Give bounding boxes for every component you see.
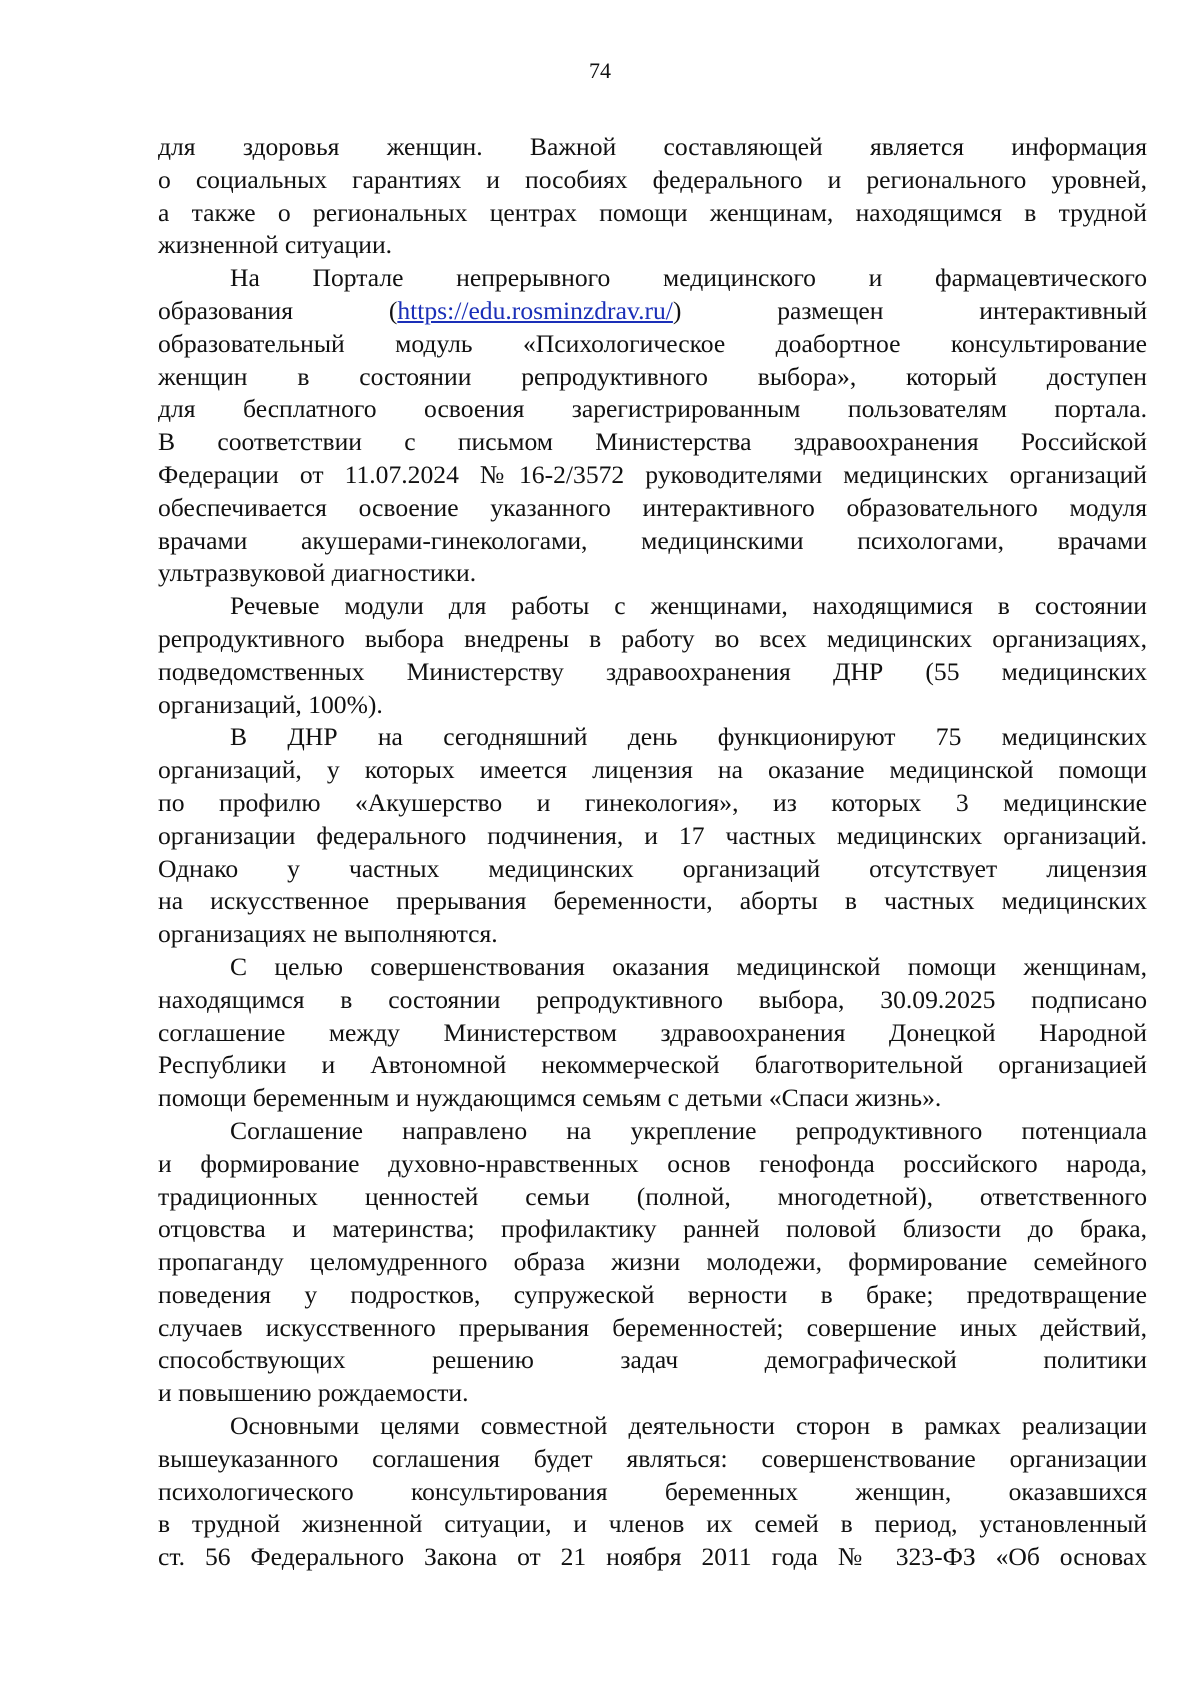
paragraph-agreement-aims bbox=[158, 1115, 1147, 1410]
text-line: На Портале непрерывного медицинского и фармацевтического bbox=[230, 263, 1147, 293]
text-line: врачами акушерами-гинекологами, медицинскими психологами, врачами bbox=[158, 525, 1147, 555]
text-line: способствующих решению задач демографической политики bbox=[158, 1345, 1147, 1375]
text-line: поведения у подростков, супружеской верности в браке; предотвращение bbox=[158, 1279, 1147, 1309]
text-line: обеспечивается освоение указанного интерактивного образовательного модуля bbox=[158, 492, 1147, 522]
text-line: репродуктивного выбора внедрены в работу во всех медицинских организациях, bbox=[158, 623, 1147, 653]
text-line: Речевые модули для работы с женщинами, находящимися в состоянии bbox=[230, 591, 1147, 621]
text-line: для здоровья женщин. Важной составляющей является информация bbox=[158, 132, 1147, 161]
text-line: и формирование духовно-нравственных основ генофонда российского народа, bbox=[158, 1148, 1147, 1178]
text-line: и повышению рождаемости. bbox=[158, 1378, 469, 1408]
text-line: Республики и Автономной некоммерческой благотворительной организацией bbox=[158, 1050, 1147, 1080]
text-line: на искусственное прерывания беременности, аборты в частных медицинских bbox=[158, 886, 1147, 916]
text-line: жизненной ситуации. bbox=[158, 230, 393, 260]
text-line: организаций, у которых имеется лицензия на оказание медицинской помощи bbox=[158, 755, 1147, 785]
text-line: традиционных ценностей семьи (полной, многодетной), ответственного bbox=[158, 1181, 1147, 1211]
text-line: С целью совершенствования оказания медицинской помощи женщинам, bbox=[230, 951, 1147, 981]
text-line: случаев искусственного прерывания беременностей; совершение иных действий, bbox=[158, 1312, 1147, 1342]
text-segment: интерактивный bbox=[979, 295, 1148, 325]
text-line: В соответствии с письмом Министерства здравоохранения Российской bbox=[158, 427, 1147, 457]
text-line: женщин в состоянии репродуктивного выбора», который доступен bbox=[158, 361, 1147, 391]
text-line: вышеуказанного соглашения будет являться: совершенствование организации bbox=[158, 1443, 1147, 1473]
close-paren: ) bbox=[672, 295, 682, 325]
text-line: образовательный модуль «Психологическое доабортное консультирование bbox=[158, 328, 1147, 358]
paragraph-speech-modules bbox=[158, 590, 1147, 721]
text-line: подведомственных Министерству здравоохранения ДНР (55 медицинских bbox=[158, 656, 1147, 686]
text-line: соглашение между Министерством здравоохранения Донецкой Народной bbox=[158, 1017, 1147, 1047]
text-line: Однако у частных медицинских организаций отсутствует лицензия bbox=[158, 853, 1147, 883]
text-line-with-link bbox=[158, 295, 1147, 328]
text-line: Федерации от 11.07.2024 №16-2/3572 руководителями медицинских организаций bbox=[158, 459, 1147, 489]
text-line: Основными целями совместной деятельности сторон в рамках реализации bbox=[230, 1411, 1147, 1441]
paragraph-women-health-info bbox=[158, 131, 1147, 262]
text-line: организаций, 100%). bbox=[158, 689, 383, 719]
text-line: помощи беременным и нуждающимся семьям с детьми «Спаси жизнь». bbox=[158, 1083, 942, 1113]
text-line: а также о региональных центрах помощи женщинам, находящимся в трудной bbox=[158, 197, 1147, 227]
text-line: находящимся в состоянии репродуктивного выбора, 30.09.2025 подписано bbox=[158, 984, 1147, 1014]
text-line: ст. 56 Федерального Закона от 21 ноября 2011 года № 323-ФЗ «Об основах bbox=[158, 1542, 1147, 1572]
document-body bbox=[158, 131, 1147, 1574]
text-line: Соглашение направлено на укрепление репродуктивного потенциала bbox=[230, 1115, 1147, 1145]
text-line: пропаганду целомудренного образа жизни молодежи, формирование семейного bbox=[158, 1247, 1147, 1277]
text-line: организациях не выполняются. bbox=[158, 919, 498, 949]
text-line: отцовства и материнства; профилактику ранней половой близости до брака, bbox=[158, 1214, 1147, 1244]
page-number: 74 bbox=[589, 58, 611, 83]
text-line: психологического консультирования беременных женщин, оказавшихся bbox=[158, 1476, 1147, 1506]
portal-link[interactable]: https://edu.rosminzdrav.ru/ bbox=[397, 295, 673, 325]
text-line: для бесплатного освоения зарегистрированным пользователям портала. bbox=[158, 394, 1147, 424]
text-line: о социальных гарантиях и пособиях федерального и регионального уровней, bbox=[158, 164, 1147, 194]
text-line: в трудной жизненной ситуации, и членов их семей в период, установленный bbox=[158, 1509, 1147, 1539]
link-wrapper bbox=[389, 296, 682, 325]
text-segment: образования bbox=[158, 295, 294, 325]
text-line: организации федерального подчинения, и 17 частных медицинских организаций. bbox=[158, 820, 1147, 850]
text-segment: размещен bbox=[777, 295, 884, 325]
text-line: по профилю «Акушерство и гинекология», из которых 3 медицинские bbox=[158, 787, 1147, 817]
open-paren: ( bbox=[388, 295, 398, 325]
paragraph-main-goals bbox=[158, 1410, 1147, 1574]
paragraph-dnr-organizations bbox=[158, 721, 1147, 951]
text-line: ультразвуковой диагностики. bbox=[158, 558, 477, 588]
text-line: В ДНР на сегодняшний день функционируют 75 медицинских bbox=[230, 722, 1147, 752]
paragraph-agreement-signed bbox=[158, 951, 1147, 1115]
paragraph-portal-module bbox=[158, 262, 1147, 590]
